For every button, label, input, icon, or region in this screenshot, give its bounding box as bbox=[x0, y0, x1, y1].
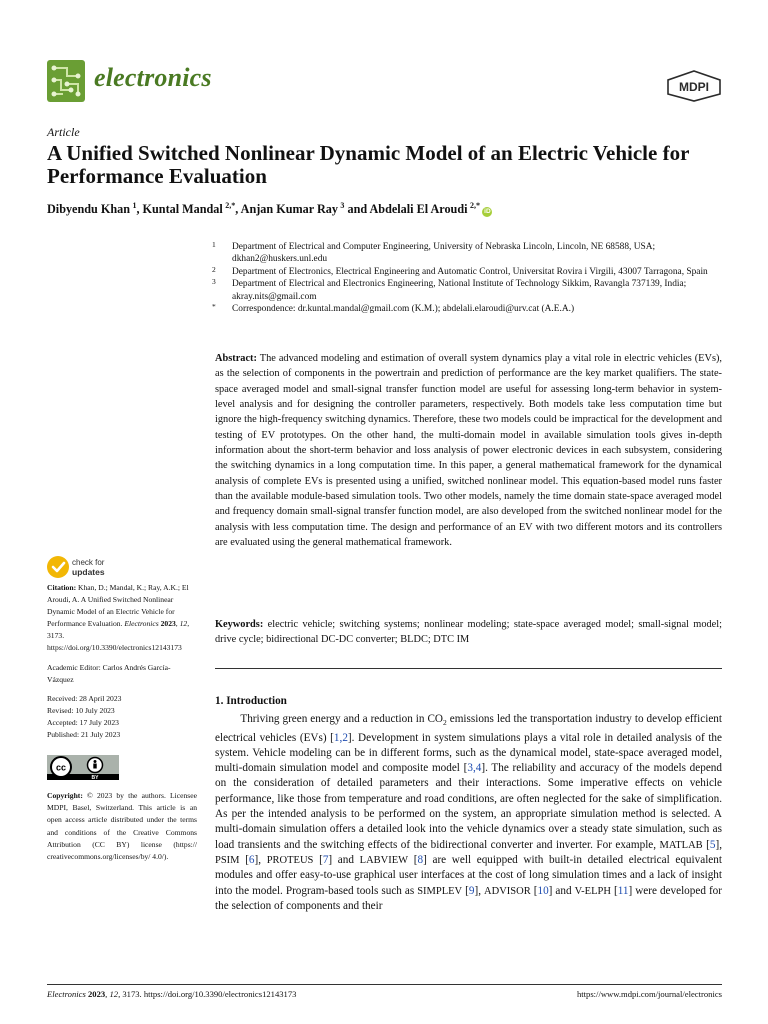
received-date: Received: 28 April 2023 bbox=[47, 693, 122, 703]
footer-divider bbox=[47, 984, 722, 985]
affiliation-text: Department of Electronics, Electrical Engineering and Automatic Control, Universitat Rovira i Virgili, 43007 Tarragona, Spain bbox=[232, 266, 708, 277]
publisher-logo bbox=[666, 70, 722, 102]
citation-link[interactable]: 1,2 bbox=[333, 731, 348, 744]
footer-citation: Electronics 2023, 12, 3173. https://doi.org/10.3390/electronics12143173 bbox=[47, 989, 297, 999]
footer-doi[interactable]: , 3173. https://doi.org/10.3390/electronics12143173 bbox=[118, 989, 297, 999]
citation-link[interactable]: 8 bbox=[417, 853, 424, 866]
footer-journal-url[interactable]: https://www.mdpi.com/journal/electronics bbox=[576, 989, 722, 999]
intro-paragraph: Thriving green energy and a reduction in $CO_2$ emissions led the transportation industry to develop efficient electrical vehicles (EVs) [1,2]. Development in system simulations plays a vital role in detailed analysis of the system. Vehicle modeling can be in different forms, such as the dynamical model, state-space averaged model, multi-domain simulation model and composite model [3,4]. The reliability and accuracy of the models depend on the consideration of detailed parameters and their interactions. Some imperative effects on vehicle performance, like those from temperature and road conditions, are often neglected for the sake of simplification. As per the intended analysis to be performed on the system, an appropriate simulation method is selected. A multi-domain simulation offers a detailed look into the vehicle dynamics over a steady state simulation, such as load transients and the switching effects of the bidirectional converter and inverter. For example, MATLAB [5], PSIM [6], PROTEUS [7] and LABVIEW [8] are well equipped with built-in detailed electrical equivalent modules and offer easy-to-use graphical user interfaces at the cost of long simulation times and a lack of insight into the model. Program-based tools such as SIMPLEV [9], ADVISOR [10] and V-ELPH [11] were developed for the selection of components and their bbox=[215, 713, 723, 912]
orcid-icon[interactable]: iD bbox=[484, 208, 491, 215]
citation-link[interactable]: 11 bbox=[617, 884, 629, 897]
text-run: are well equipped with built-in detailed electrical equivalent modules and offer easy-to-use graphical user interfaces at the cost of long simulation times and a lack of insight into the model. Program-based tools such as bbox=[215, 853, 722, 897]
abstract bbox=[215, 351, 722, 550]
author-list bbox=[47, 201, 492, 217]
citation: Citation: Khan, D.; Mandal, K.; Ray, A.K.; El Aroudi, A. A Unified Switched Nonlinear Dynamic Model of an Electric Vehicle for Performance Evaluation. Electronics 2023, 12, 3173. https://doi.org/10.3390/electronics12143173 bbox=[47, 583, 190, 653]
paper-title: A Unified Switched Nonlinear Dynamic Model of an Electric Vehicle for Performance Evaluation bbox=[47, 141, 690, 188]
dates bbox=[47, 693, 197, 741]
check-for-updates-badge[interactable] bbox=[47, 555, 127, 579]
affiliations bbox=[212, 241, 732, 315]
author-affiliation-mark: 1 bbox=[132, 201, 137, 210]
affiliation-item bbox=[212, 241, 732, 266]
affiliation-number: 1 bbox=[212, 240, 216, 249]
affiliation-item bbox=[212, 278, 732, 303]
author-name: Anjan Kumar Ray bbox=[240, 202, 338, 216]
revised-date: Revised: 10 July 2023 bbox=[47, 705, 115, 715]
affiliation-item bbox=[212, 266, 732, 278]
citation-label: Citation: bbox=[47, 583, 77, 592]
author-name: Kuntal Mandal bbox=[142, 202, 223, 216]
author-affiliation-mark: 3 bbox=[340, 201, 345, 210]
author-separator: and bbox=[344, 202, 370, 216]
affiliation-text: Department of Electrical and Computer Engineering, University of Nebraska Lincoln, Lincoln, NE 68588, USA; dkhan2@huskers.unl.edu bbox=[232, 242, 656, 265]
citation-link[interactable]: 10 bbox=[537, 884, 549, 897]
software-name: V-ELPH bbox=[574, 885, 611, 897]
text-run: ]. The reliability and accuracy of the models depend on the consideration of detailed parameters and their interactions. Some imperative effects on vehicle performance, like those from temperature and road conditions, are often neglected for the sake of simplification. As per the intended analysis to be performed on the system, an appropriate simulation method is selected. A multi-domain simulation offers a detailed look into the vehicle dynamics over a steady state simulation, such as load transients and the switching effects of the bidirectional converter and inverter. For example, bbox=[215, 762, 722, 851]
footer-volume: 12 bbox=[109, 989, 119, 999]
copyright-text: © 2023 by the authors. Licensee MDPI, Basel, Switzerland. This article is an open access article distributed under the terms and conditions of the Creative Commons Attribution (CC BY) license (https:// creativecommons.org/licenses/by/ 4.0/). bbox=[47, 791, 197, 861]
citation-link[interactable]: 9 bbox=[468, 884, 475, 897]
keywords bbox=[215, 617, 722, 648]
text-run: were developed for the selection of components and their bbox=[215, 884, 722, 912]
copyright-notice bbox=[47, 790, 197, 863]
citation-link[interactable]: 3,4 bbox=[467, 762, 482, 775]
journal-name: electronics bbox=[94, 63, 212, 92]
correspondence-text: Correspondence: dr.kuntal.mandal@gmail.com (K.M.); abdelali.elaroudi@urv.cat (A.E.A.) bbox=[232, 304, 575, 315]
citation-year: 2023 bbox=[160, 619, 176, 629]
citation-volume: 12 bbox=[179, 619, 188, 629]
section-heading: 1. Introduction bbox=[215, 695, 287, 707]
citation-link[interactable]: 5 bbox=[709, 838, 716, 851]
cc-by-license-icon[interactable] bbox=[47, 755, 119, 780]
author-name: Abdelali El Aroudi bbox=[369, 202, 468, 216]
svg-text:BY: BY bbox=[91, 775, 99, 781]
text-run: ]. Development in system simulations plays a vital role in detailed analysis of the system. Vehicle modeling can be in different forms, such as the dynamical model, state-space averaged model, multi-domain simulation model and composite model [ bbox=[215, 731, 722, 775]
affiliation-number: 3 bbox=[212, 277, 216, 287]
article-info-sidebar bbox=[47, 582, 197, 863]
article-type: Article bbox=[47, 125, 80, 139]
copyright-label: Copyright: bbox=[47, 791, 83, 801]
software-name: SIMPLEV bbox=[417, 885, 463, 897]
affiliation-number: * bbox=[212, 302, 216, 312]
author-affiliation-mark: 2,* bbox=[225, 201, 236, 210]
software-name: ADVISOR bbox=[484, 885, 531, 897]
software-name: LABVIEW bbox=[359, 854, 409, 866]
keywords-label: Keywords: bbox=[215, 619, 264, 630]
text-run: Thriving green energy and a reduction in CO bbox=[240, 713, 444, 725]
software-name: PSIM bbox=[215, 854, 240, 866]
software-name: PROTEUS bbox=[266, 854, 314, 866]
svg-text:updates: updates bbox=[72, 567, 105, 577]
svg-text:check for: check for bbox=[72, 558, 105, 567]
accepted-date: Accepted: 17 July 2023 bbox=[47, 717, 119, 727]
keywords-text: electric vehicle; switching systems; nonlinear modeling; state-space averaged model; small-signal model; drive cycle; bidirectional DC-DC converter; BLDC; DTC IM bbox=[215, 619, 723, 646]
published-date: Published: 21 July 2023 bbox=[47, 730, 121, 740]
subscript: 2 bbox=[443, 718, 447, 728]
author-separator: , bbox=[136, 202, 143, 216]
academic-editor: Academic Editor: Carlos Andrés García-Vázquez bbox=[47, 662, 171, 684]
software-name: MATLAB bbox=[659, 839, 703, 851]
citation-journal: Electronics bbox=[124, 619, 159, 629]
citation-link[interactable]: 7 bbox=[322, 853, 329, 866]
author-separator: , bbox=[235, 202, 241, 216]
abstract-text: The advanced modeling and estimation of overall system dynamics play a vital role in electric vehicles (EVs), as the selection of components in the powertrain and prediction of performance are the key market qualifiers. The state-space averaged model and small-signal transfer function model are useful for assessing long-term behavior in system-level analysis and for designing the controller parameters, respectively. Both models take less computation time but ignore the high-frequency switching dynamics. Therefore, these two models could be impractical for the development and testing of EV prototypes. On the other hand, the multi-domain model in available simulation tools gives in-depth information about the short-term behavior and loss analysis of power electronic devices in each subsystem, considering the switching dynamics in a long computation time. In this paper, a general mathematical framework for the dynamical analysis of complete EVs is presented using a unified, switched nonlinear model. This equation-based model runs faster than the available module-based simulation tools. Two other models, namely the time domain state-space averaged model and frequency domain small-signal transfer function model, are also developed from the switched nonlinear model for the analysis with less computation time. The design and performance of an EV with two different motors and its controllers are evaluated using the general mathematical framework. bbox=[215, 353, 722, 549]
svg-text:MDPI: MDPI bbox=[679, 80, 709, 94]
citation-text: Khan, D.; Mandal, K.; Ray, A.K.; El Aroudi, A. A Unified Switched Nonlinear Dynamic Model of an Electric Vehicle for Performance Evaluation. bbox=[47, 583, 189, 629]
journal-logo-icon bbox=[47, 60, 85, 102]
svg-text:cc: cc bbox=[55, 762, 67, 773]
author-affiliation-mark: 2,* bbox=[469, 201, 480, 210]
citation-link[interactable]: 6 bbox=[248, 853, 255, 866]
section-divider bbox=[215, 668, 722, 669]
correspondence bbox=[212, 303, 732, 315]
text-run: emissions led the transportation industry to develop efficient electrical vehicles (EVs) [ bbox=[215, 713, 723, 744]
footer-year: 2023 bbox=[87, 989, 106, 999]
abstract-label: Abstract: bbox=[215, 353, 257, 364]
citation-doi[interactable]: , 3173. https://doi.org/10.3390/electronics12143173 bbox=[47, 619, 190, 653]
author-name: Dibyendu Khan bbox=[47, 202, 130, 216]
affiliation-text: Department of Electrical and Electronics Engineering, National Institute of Technology Sikkim, Ravangla 737139, India; akray.nits@gmail.com bbox=[232, 279, 687, 302]
footer-journal: Electronics bbox=[47, 989, 86, 999]
affiliation-number: 2 bbox=[212, 264, 216, 274]
